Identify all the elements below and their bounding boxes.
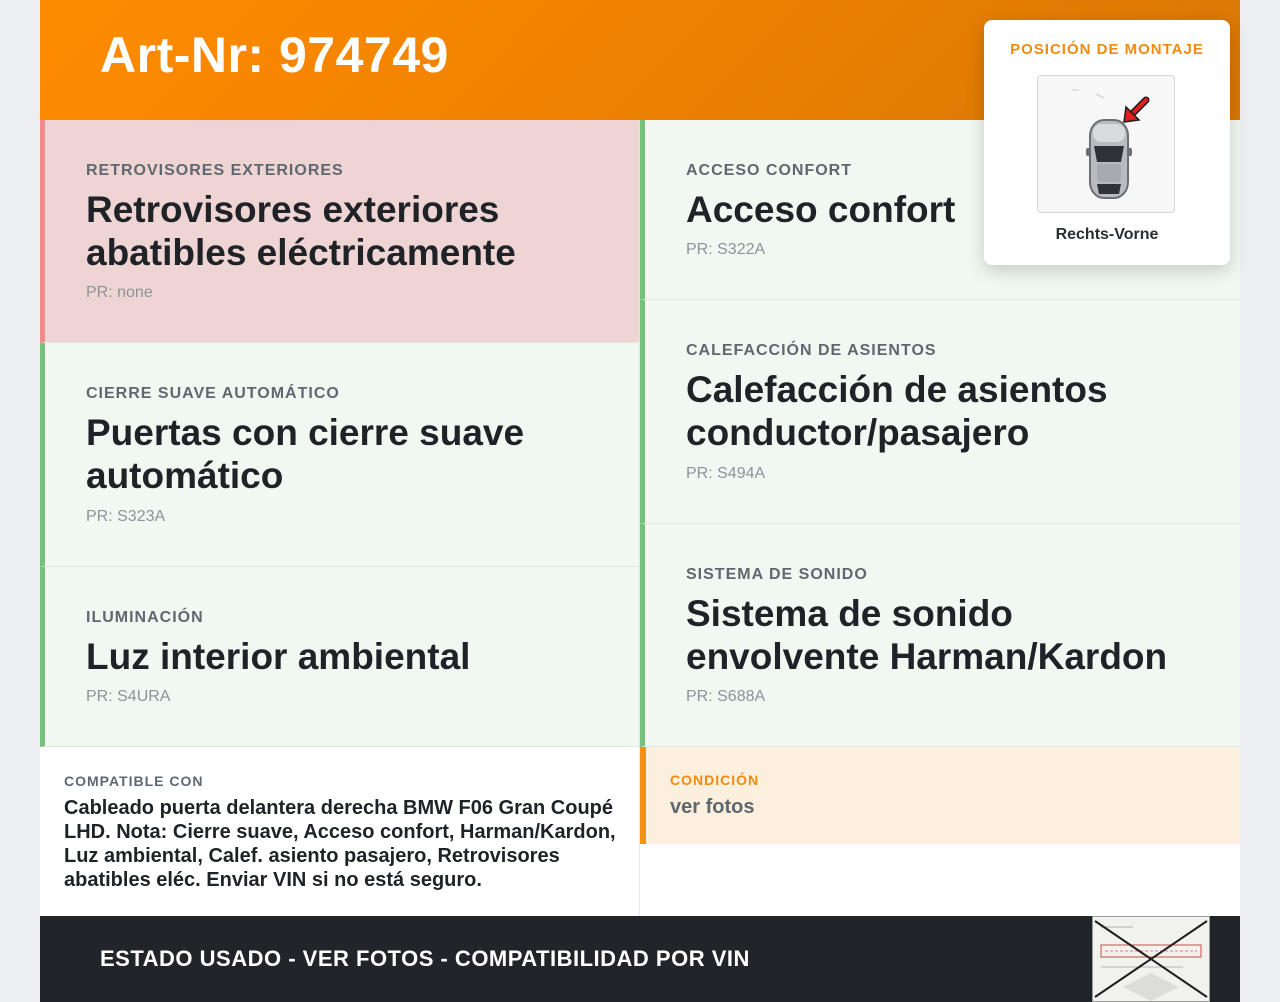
feature-title: Acceso confort: [686, 189, 956, 230]
feature-card-soft-close: [40, 343, 639, 567]
feature-category: ACCESO CONFORT: [686, 162, 852, 179]
document-thumbnail-icon: [1092, 916, 1210, 1002]
feature-pr-code: PR: none: [86, 284, 153, 301]
feature-pr-code: PR: S323A: [86, 508, 166, 525]
compatible-text: Cableado puerta delantera derecha BMW F06 Gran Coupé LHD. Nota: Cierre suave, Acceso confort, Harman/Kardon, Luz ambiental, Calef. asiento pasajero, Retrovisores abatibles eléc. Enviar VIN si no está seguro.: [64, 797, 616, 891]
feature-title: Calefacción de asientos conductor/pasajero: [686, 369, 1108, 453]
feature-pr-code: PR: S688A: [686, 688, 766, 705]
feature-pr-code: PR: S322A: [686, 241, 766, 258]
mounting-position-label: Rechts-Vorne: [1055, 226, 1159, 243]
feature-title: Sistema de sonido envolvente Harman/Kardon: [686, 593, 1168, 677]
car-top-view-icon: [1037, 75, 1175, 213]
feature-category: RETROVISORES EXTERIORES: [86, 162, 344, 179]
mounting-position-title: POSICIÓN DE MONTAJE: [1010, 41, 1204, 58]
feature-category: CALEFACCIÓN DE ASIENTOS: [686, 342, 937, 359]
feature-pr-code: PR: S4URA: [86, 688, 171, 705]
article-number-title: Art-Nr: 974749: [100, 27, 449, 83]
feature-card-mirrors: [40, 120, 639, 343]
feature-category: SISTEMA DE SONIDO: [686, 566, 868, 583]
condition-box: [640, 747, 1240, 844]
condition-label: CONDICIÓN: [670, 772, 760, 788]
feature-title: Puertas con cierre suave automático: [86, 412, 525, 496]
footer-text: ESTADO USADO - VER FOTOS - COMPATIBILIDAD POR VIN: [100, 946, 750, 971]
page: [40, 0, 1240, 1002]
footer: [40, 916, 1240, 1002]
mounting-position-card: [984, 20, 1230, 265]
feature-title: Retrovisores exteriores abatibles eléctricamente: [86, 189, 516, 273]
compatible-label: COMPATIBLE CON: [64, 773, 204, 789]
feature-category: CIERRE SUAVE AUTOMÁTICO: [86, 385, 340, 402]
feature-card-seat-heating: [640, 300, 1240, 524]
feature-title: Luz interior ambiental: [86, 636, 471, 677]
feature-category: ILUMINACIÓN: [86, 609, 204, 626]
feature-pr-code: PR: S494A: [686, 465, 766, 482]
condition-value: ver fotos: [670, 796, 755, 818]
feature-card-sound-system: [640, 524, 1240, 747]
feature-card-ambient-light: [40, 567, 639, 747]
